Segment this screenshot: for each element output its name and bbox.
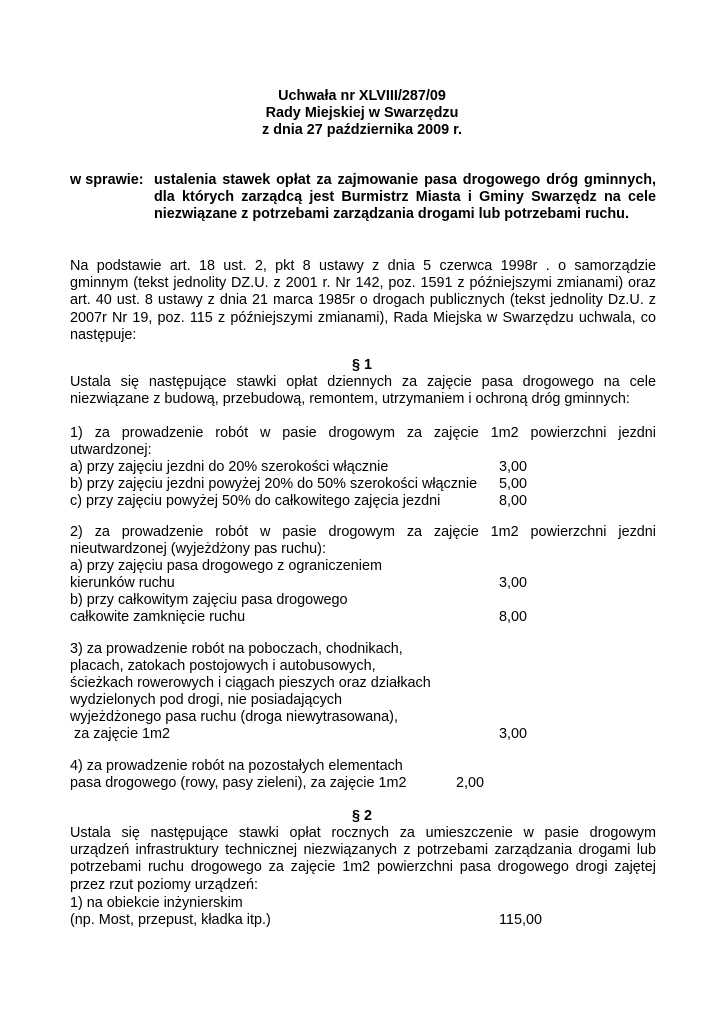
section-1-heading: § 1: [351, 357, 372, 373]
item-1-heading: [70, 425, 656, 459]
item-3-line: wydzielonych pod drogi, nie posiadających: [70, 692, 342, 708]
preamble: [70, 258, 656, 344]
item-2a-line-1: a) przy zajęciu pasa drogowego z ograniczeniem: [70, 558, 382, 574]
preamble-line: 2007r Nr 19, poz. 115 z późniejszymi zmianami), Rada Miejska w Swarzędzu uchwala, co: [70, 309, 656, 326]
item-4-line-2: pasa drogowego (rowy, pasy zieleni), za zajęcie 1m2: [70, 775, 407, 791]
rate-row-label: b) przy zajęciu jezdni powyżej 20% do 50% szerokości włącznie: [70, 476, 478, 492]
section-2-intro-line: potrzebami ruchu drogowego za zajęcie 1m2 powierzchni pasa drogowego drogi zajętej: [70, 859, 656, 876]
rate-row-label: a) przy zajęciu jezdni do 20% szerokości włącznie: [70, 459, 389, 475]
item-2a-value: 3,00: [499, 575, 528, 591]
subject-line-1: ustalenia stawek opłat za zajmowanie pasa drogowego dróg gminnych,: [154, 172, 656, 188]
subject-line-3: niezwiązane z potrzebami zarządzania drogami lub potrzebami ruchu.: [154, 206, 629, 223]
item-4-line-1: 4) za prowadzenie robót na pozostałych elementach: [70, 758, 403, 774]
section-1-intro: [70, 374, 656, 408]
item-2b-value: 8,00: [499, 609, 528, 625]
preamble-line: następuje:: [70, 326, 137, 343]
subject-label: w sprawie:: [70, 172, 144, 188]
section-1-intro-line: Ustala się następujące stawki opłat dziennych za zajęcie pasa drogowego na cele: [70, 374, 656, 390]
preamble-line: gminnym (tekst jednolity DZ.U. z 2001 r. Nr 142, poz. 1591 z późniejszymi zmianami) oraz: [70, 275, 656, 292]
item-2b-line-2: całkowite zamknięcie ruchu: [70, 609, 246, 625]
item-2-heading: [70, 524, 656, 558]
section-1-intro-line: niezwiązane z budową, przebudową, remontem, utrzymaniem i ochroną dróg gminnych:: [70, 391, 630, 408]
item-1-line-1: 1) za prowadzenie robót w pasie drogowym za zajęcie 1m2 powierzchni jezdni: [70, 425, 656, 441]
item-3-line: placach, zatokach postojowych i autobusowych,: [70, 658, 376, 674]
section-2-intro-line: urządzeń infrastruktury technicznej niezwiązanych z potrzebami zarządzania drogami lub: [70, 842, 656, 859]
item-2a-line-2: kierunków ruchu: [70, 575, 175, 591]
item-3-line: 3) za prowadzenie robót na poboczach, chodnikach,: [70, 641, 403, 657]
item-3-value: 3,00: [499, 726, 528, 742]
rate-row-value: 5,00: [499, 476, 528, 492]
item-3-line: za zajęcie 1m2: [70, 726, 170, 742]
preamble-line: art. 40 ust. 8 ustawy z dnia 21 marca 1985r o drogach publicznych (tekst jednolity Dz.U. z: [70, 292, 656, 309]
preamble-line: Na podstawie art. 18 ust. 2, pkt 8 ustawy z dnia 5 czerwca 1998r . o samorządzie: [70, 258, 656, 274]
section-2-item-1-line-1: 1) na obiekcie inżynierskim: [70, 895, 243, 911]
resolution-number: Uchwała nr XLVIII/287/09: [278, 88, 446, 104]
item-2-line-1: 2) za prowadzenie robót w pasie drogowym za zajęcie 1m2 powierzchni jezdni: [70, 524, 656, 540]
section-2-intro-line: Ustala się następujące stawki opłat rocznych za umieszczenie w pasie drogowym: [70, 825, 656, 841]
section-2-item-1-value: 115,00: [499, 912, 542, 928]
council-name: Rady Miejskiej w Swarzędzu: [265, 105, 459, 121]
rate-row-value: 8,00: [499, 493, 528, 509]
item-3-line: ścieżkach rowerowych i ciągach pieszych oraz działkach: [70, 675, 431, 691]
item-2-line-2: nieutwardzonej (wyjeżdżony pas ruchu):: [70, 541, 326, 558]
item-1-line-2: utwardzonej:: [70, 442, 152, 459]
item-2b-line-1: b) przy całkowitym zajęciu pasa drogowego: [70, 592, 348, 608]
section-2-intro: [70, 825, 656, 894]
section-2-item-1-line-2: (np. Most, przepust, kładka itp.): [70, 912, 271, 928]
rate-row-value: 3,00: [499, 459, 528, 475]
item-3-line: wyjeżdżonego pasa ruchu (droga niewytrasowana),: [70, 709, 398, 725]
section-2-heading: § 2: [351, 808, 372, 824]
section-2-intro-line: przez rzut poziomy urządzeń:: [70, 876, 258, 893]
item-4-value: 2,00: [456, 775, 485, 791]
subject-text: [154, 172, 656, 224]
resolution-date: z dnia 27 października 2009 r.: [262, 122, 462, 138]
rate-row-label: c) przy zajęciu powyżej 50% do całkowitego zajęcia jezdni: [70, 493, 441, 509]
subject-line-2: dla których zarządcą jest Burmistrz Miasta i Gminy Swarzędz na cele: [154, 189, 656, 206]
